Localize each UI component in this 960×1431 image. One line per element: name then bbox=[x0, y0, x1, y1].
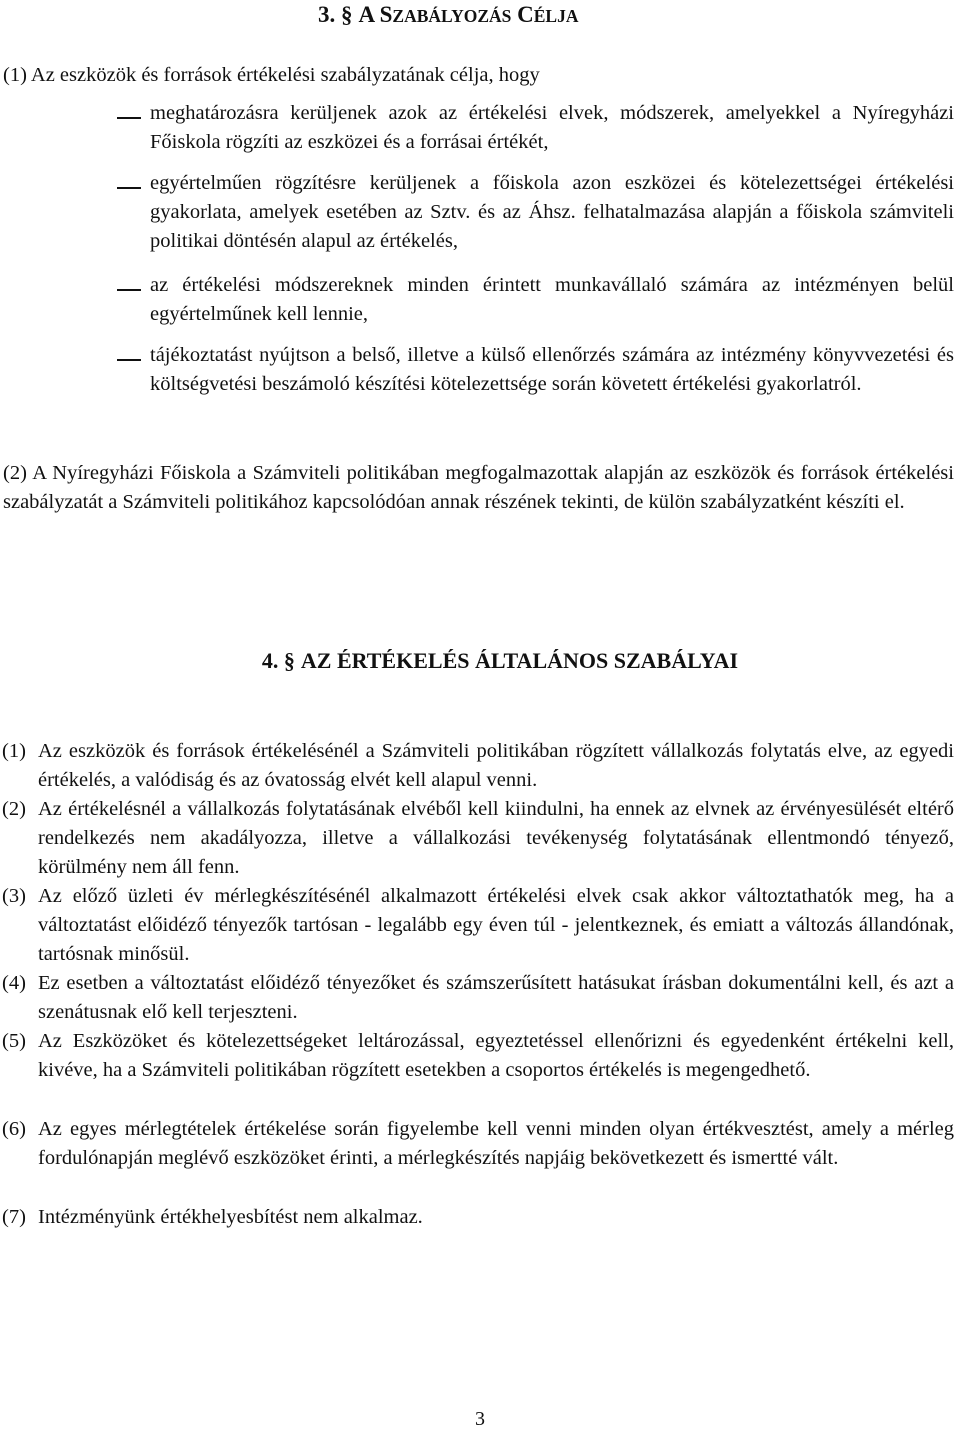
bullet-item: meghatározásra kerüljenek azok az értékelési elvek, módszerek, amelyekkel a Nyíregyházi Főiskola rögzíti az eszközei és a forrásai értékét, bbox=[150, 102, 954, 153]
section-3-heading bbox=[318, 2, 578, 28]
section-3-title-part1: A S bbox=[358, 2, 393, 27]
numbered-item bbox=[2, 1115, 954, 1173]
section-3-title-part2: ZABÁLYOZÁS bbox=[392, 6, 512, 26]
item-text: Az egyes mérlegtételek értékelése során figyelembe kell venni minden olyan értékvesztést, amely a mérleg fordulónapján meglévő eszközöket érinti, a mérlegkészítés napjáig bekövetkezett és ismertté vált. bbox=[38, 1118, 954, 1169]
numbered-item bbox=[2, 737, 954, 795]
bullet-item: tájékoztatást nyújtson a belső, illetve a külső ellenőrzés számára az intézmény könyvvezetési és költségvetési beszámoló készítési kötelezettsége során követett értékelési gyakorlatról. bbox=[150, 344, 954, 395]
dash-bullet-icon bbox=[117, 359, 141, 361]
item-text: Ez esetben a változtatást előidéző tényezőket és számszerűsített hatásukat írásban dokumentálni kell, és azt a szenátusnak elő kell terjeszteni. bbox=[38, 972, 954, 1023]
item-number: (4) bbox=[2, 972, 26, 994]
section-sign-icon: § bbox=[283, 648, 295, 673]
section-3-title-part4: ÉLJA bbox=[533, 6, 579, 26]
item-text: Az Eszközöket és kötelezettségeket leltározással, egyeztetéssel ellenőrizni és egyedenként értékelni kell, kivéve, ha a Számviteli politikában rögzített esetekben a csoportos értékelés is megengedhető. bbox=[38, 1030, 954, 1081]
dash-bullet-icon bbox=[117, 117, 141, 119]
item-text: Az előző üzleti év mérlegkészítésénél alkalmazott értékelési elvek csak akkor változtathatók meg, ha a változtatást előidéző tényezők tartósan - legalább egy éven túl - jelentkeznek, és emiatt a változás állandónak, tartósnak minősül. bbox=[38, 885, 954, 965]
section-4-title: AZ ÉRTÉKELÉS ÁLTALÁNOS SZABÁLYAI bbox=[300, 648, 739, 673]
item-number: (7) bbox=[2, 1206, 26, 1228]
section-3-intro: (1) Az eszközök és források értékelési szabályzatának célja, hogy bbox=[3, 64, 540, 86]
item-number: (1) bbox=[2, 740, 26, 762]
dash-bullet-icon bbox=[117, 187, 141, 189]
bullet-item: az értékelési módszereknek minden érintett munkavállaló számára az intézményen belül egyértelműnek kell lennie, bbox=[150, 274, 954, 325]
page-number: 3 bbox=[475, 1408, 485, 1430]
item-number: (5) bbox=[2, 1030, 26, 1052]
section-4-number: 4. bbox=[261, 648, 279, 673]
numbered-item bbox=[2, 795, 954, 882]
item-text: Intézményünk értékhelyesbítést nem alkalmaz. bbox=[38, 1206, 423, 1228]
item-number: (2) bbox=[2, 798, 26, 820]
section-3-title-part3: C bbox=[511, 2, 534, 27]
item-text: Az eszközök és források értékelésénél a Számviteli politikában rögzített vállalkozás folytatás elve, az egyedi értékelés, a valódiság és az óvatosság elvét kell alapul venni. bbox=[38, 740, 954, 791]
item-text: Az értékelésnél a vállalkozás folytatásának elvéből kell kiindulni, ha ennek az elvnek az érvényesülését eltérő rendelkezés nem akadályozza, illetve a vállalkozási tevékenység folytatásának ellentmondó tényező, körülmény nem áll fenn. bbox=[38, 798, 954, 878]
dash-bullet-icon bbox=[117, 289, 141, 291]
section-3-number: 3. bbox=[318, 2, 336, 27]
section-4-heading bbox=[0, 648, 960, 674]
section-3-paragraph-2: (2) A Nyíregyházi Főiskola a Számviteli politikában megfogalmazottak alapján az eszközök és források értékelési szabályzatát a Számviteli politikához kapcsolódóan annak részének tekinti, de külön szabályzatként készíti el. bbox=[3, 462, 954, 513]
section-sign-icon: § bbox=[341, 2, 353, 27]
numbered-item bbox=[2, 969, 954, 1027]
numbered-item bbox=[2, 882, 954, 969]
numbered-item bbox=[2, 1027, 954, 1085]
numbered-item bbox=[2, 1203, 954, 1232]
item-number: (6) bbox=[2, 1118, 26, 1140]
bullet-item: egyértelműen rögzítésre kerüljenek a főiskola azon eszközei és kötelezettségei értékelési gyakorlata, amelyek esetében az Sztv. és az Áhsz. felhatalmazása alapján a főiskola számviteli politikai döntésén alapul az értékelés, bbox=[150, 172, 954, 252]
item-number: (3) bbox=[2, 885, 26, 907]
